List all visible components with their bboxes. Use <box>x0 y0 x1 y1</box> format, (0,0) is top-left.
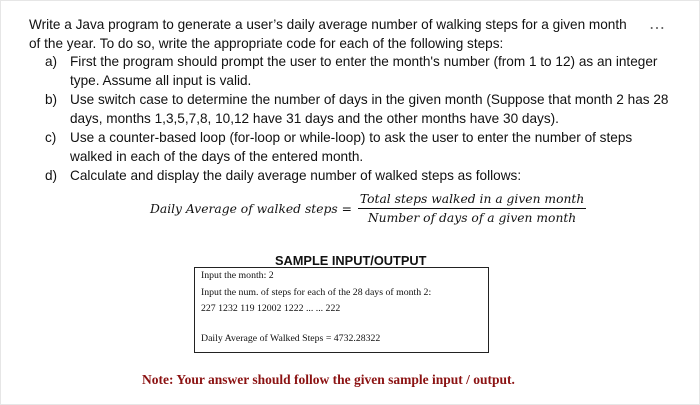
step-text: Use a counter-based loop (for-loop or while-loop) to ask the user to enter the number of steps walked in each of the days of the entered month. <box>70 130 633 164</box>
sample-line: 227 1232 119 12002 1222 ... ... 222 <box>201 303 341 314</box>
step-text: Calculate and display the daily average number of walked steps as follows: <box>70 168 522 183</box>
step-d <box>45 166 670 185</box>
formula-denominator: Number of days of a given month <box>367 211 577 225</box>
note-text: Note: Your answer should follow the given sample input / output. <box>142 372 515 387</box>
formula-lhs: Daily Average of walked steps = <box>150 201 352 216</box>
steps-list <box>45 52 670 185</box>
sample-line: Input the num. of steps for each of the 28 days of month 2: <box>201 287 432 298</box>
sample-io-box <box>194 267 489 353</box>
step-marker: a) <box>45 54 58 69</box>
formula-numerator: Total steps walked in a given month <box>358 192 586 209</box>
step-marker: d) <box>45 168 58 183</box>
step-b <box>45 90 670 128</box>
step-c <box>45 128 670 166</box>
sample-title: SAMPLE INPUT/OUTPUT <box>275 253 427 268</box>
step-text: Use switch case to determine the number of days in the given month (Suppose that month 2 has 28 days, months 1,3,5,7,8, 10,12 have 31 days and the other months have 30 days). <box>70 92 669 126</box>
sample-line: Input the month: 2 <box>201 270 274 281</box>
step-text: First the program should prompt the user to enter the month's number (from 1 to 12) as an integer type. Assume all input is valid. <box>70 54 658 88</box>
more-options-icon[interactable]: ⋯ <box>649 20 666 37</box>
step-a <box>45 52 670 90</box>
formula-fraction <box>358 192 586 225</box>
step-marker: b) <box>45 92 58 107</box>
question-intro: Write a Java program to generate a user’s daily average number of walking steps for a given month of the year. To do so, write the appropriate code for each of the following steps: <box>29 17 627 51</box>
step-marker: c) <box>45 130 57 145</box>
sample-line: Daily Average of Walked Steps = 4732.28322 <box>201 333 381 344</box>
average-formula <box>150 192 586 225</box>
